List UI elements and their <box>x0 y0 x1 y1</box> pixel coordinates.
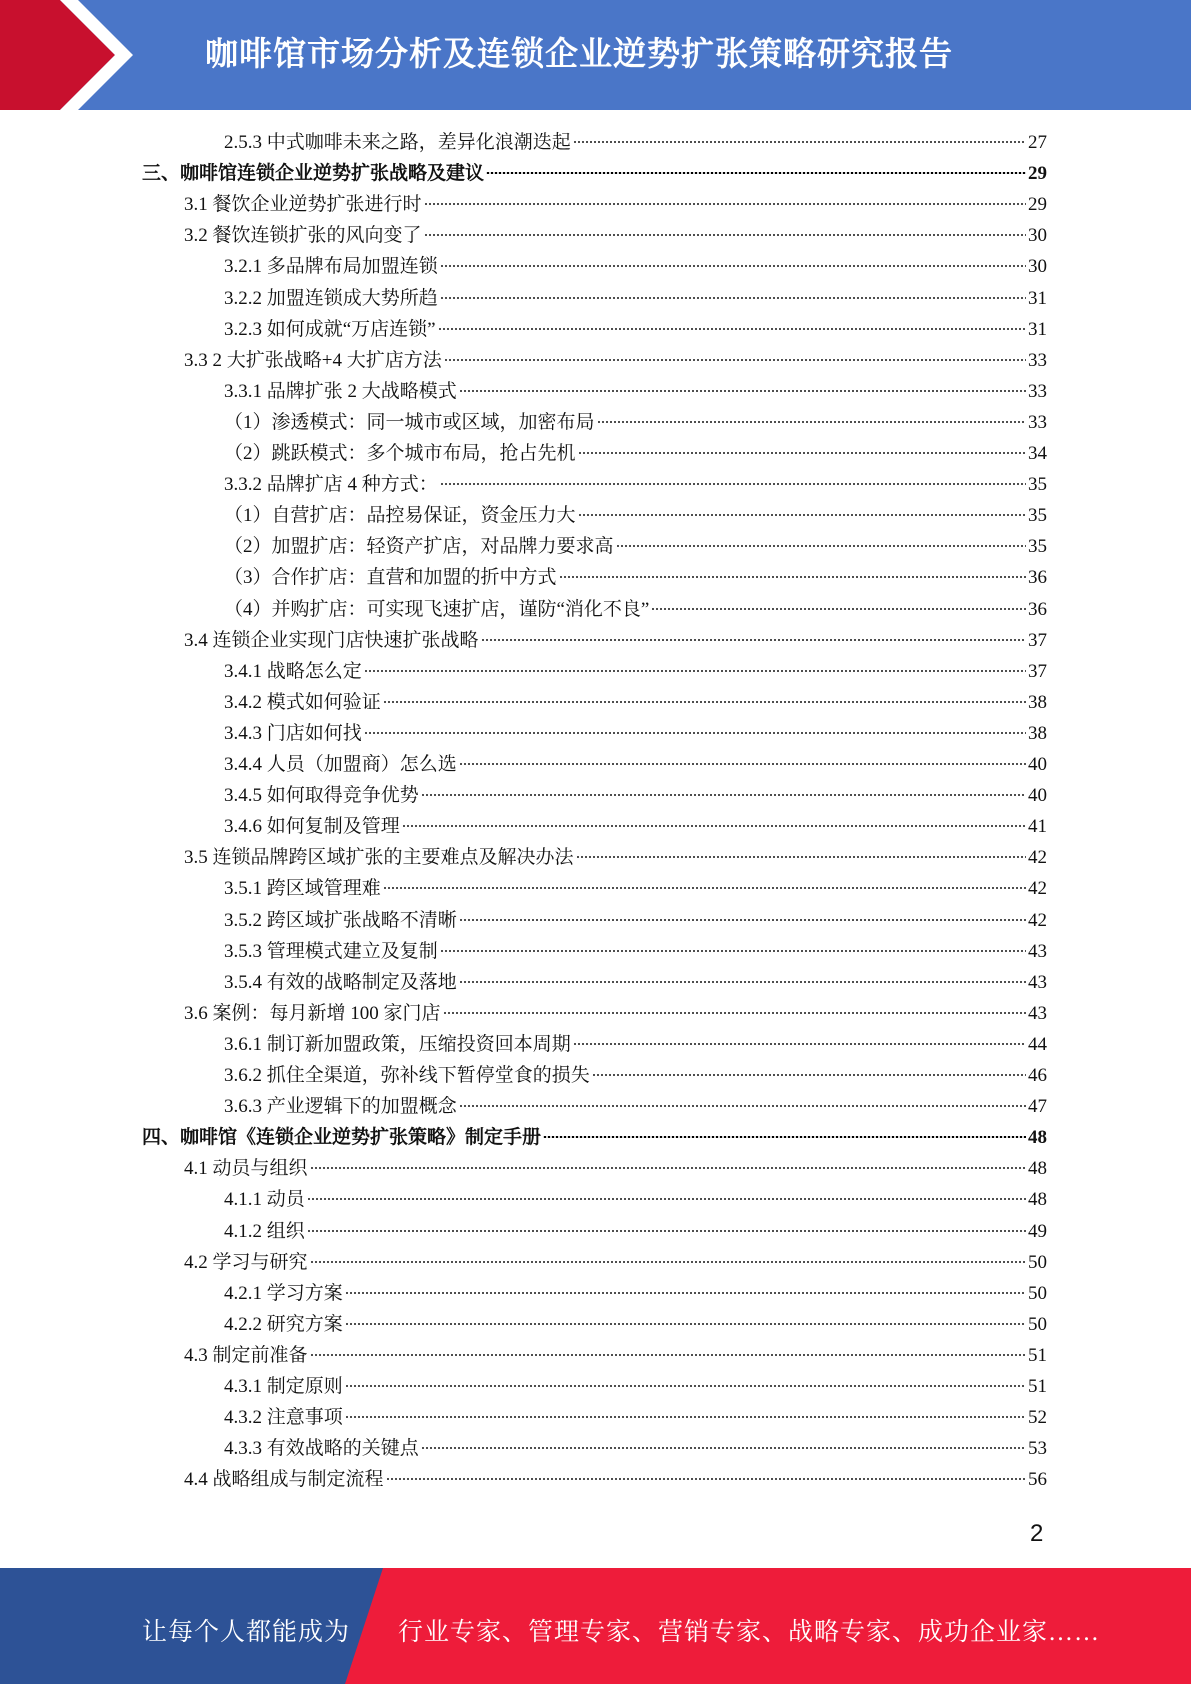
toc-entry-label: （2）加盟扩店：轻资产扩店，对品牌力要求高 <box>224 536 614 557</box>
toc-dot-leader <box>421 794 1026 796</box>
toc-entry[interactable] <box>224 1310 1047 1340</box>
toc-entry[interactable] <box>224 377 1047 407</box>
toc-entry-label: 3.5.4 有效的战略制定及落地 <box>224 972 457 993</box>
toc-entry-label: （4）并购扩店：可实现飞速扩店，谨防“消化不良” <box>224 599 650 620</box>
toc-entry-page: 50 <box>1028 1252 1047 1273</box>
toc-entry[interactable] <box>224 1403 1047 1433</box>
toc-entry[interactable] <box>224 1061 1047 1091</box>
toc-entry-page: 42 <box>1028 847 1047 868</box>
toc-entry-label: 3.6 案例：每月新增 100 家门店 <box>184 1003 441 1024</box>
toc-entry[interactable] <box>224 688 1047 718</box>
toc-dot-leader <box>386 1478 1026 1480</box>
report-title: 咖啡馆市场分析及连锁企业逆势扩张策略研究报告 <box>205 34 953 73</box>
toc-entry-page: 36 <box>1028 567 1047 588</box>
toc-entry-label: 3.1 餐饮企业逆势扩张进行时 <box>184 194 422 215</box>
toc-entry[interactable] <box>184 843 1047 873</box>
toc-dot-leader <box>459 919 1026 921</box>
toc-entry-label: 3.4 连锁企业实现门店快速扩张战略 <box>184 630 479 651</box>
toc-entry[interactable] <box>224 252 1047 282</box>
toc-entry-label: 3.4.2 模式如何验证 <box>224 692 381 713</box>
toc-entry-label: 3.2.1 多品牌布局加盟连锁 <box>224 256 438 277</box>
toc-entry[interactable] <box>224 1372 1047 1402</box>
toc-dot-leader <box>440 950 1026 952</box>
toc-dot-leader <box>559 576 1026 578</box>
toc-entry[interactable] <box>184 1248 1047 1278</box>
toc-dot-leader <box>307 1198 1026 1200</box>
toc-entry[interactable] <box>142 1123 1047 1153</box>
toc-entry-page: 33 <box>1028 412 1047 433</box>
toc-entry-label: 4.2.1 学习方案 <box>224 1283 343 1304</box>
toc-entry-page: 52 <box>1028 1407 1047 1428</box>
toc-entry-page: 31 <box>1028 288 1047 309</box>
toc-dot-leader <box>364 670 1026 672</box>
toc-entry-page: 43 <box>1028 941 1047 962</box>
toc-entry[interactable] <box>184 221 1047 251</box>
toc-entry[interactable] <box>224 1185 1047 1215</box>
toc-entry[interactable] <box>224 501 1047 531</box>
toc-entry-page: 51 <box>1028 1345 1047 1366</box>
toc-entry-page: 44 <box>1028 1034 1047 1055</box>
toc-dot-leader <box>578 514 1026 516</box>
page-footer <box>0 1568 1191 1684</box>
toc-entry[interactable] <box>224 1434 1047 1464</box>
toc-entry-page: 35 <box>1028 536 1047 557</box>
toc-entry-label: （1）自营扩店：品控易保证，资金压力大 <box>224 505 576 526</box>
footer-roles: 行业专家、管理专家、营销专家、战略专家、成功企业家…… <box>398 1619 1101 1646</box>
toc-entry-page: 27 <box>1028 132 1047 153</box>
toc-dot-leader <box>481 639 1026 641</box>
toc-entry-page: 42 <box>1028 878 1047 899</box>
toc-entry[interactable] <box>184 626 1047 656</box>
toc-entry-page: 38 <box>1028 692 1047 713</box>
toc-entry[interactable] <box>224 781 1047 811</box>
toc-entry-label: 3.3 2 大扩张战略+4 大扩店方法 <box>184 350 442 371</box>
toc-entry-label: 4.1.2 组织 <box>224 1221 305 1242</box>
toc-entry-page: 33 <box>1028 381 1047 402</box>
toc-entry[interactable] <box>184 1341 1047 1371</box>
page-header <box>0 0 1191 110</box>
toc-dot-leader <box>440 297 1026 299</box>
toc-entry-label: 4.1 动员与组织 <box>184 1158 308 1179</box>
toc-entry-page: 36 <box>1028 599 1047 620</box>
toc-entry-page: 33 <box>1028 350 1047 371</box>
toc-entry-label: 4.3.3 有效战略的关键点 <box>224 1438 419 1459</box>
toc-dot-leader <box>345 1323 1026 1325</box>
toc-dot-leader <box>307 1230 1026 1232</box>
toc-entry-page: 40 <box>1028 785 1047 806</box>
toc-entry-label: 4.3.1 制定原则 <box>224 1376 343 1397</box>
toc-dot-leader <box>438 328 1026 330</box>
toc-entry-label: 四、咖啡馆《连锁企业逆势扩张策略》制定手册 <box>142 1127 542 1148</box>
toc-entry-page: 48 <box>1028 1189 1047 1210</box>
toc-entry[interactable] <box>224 532 1047 562</box>
toc-dot-leader <box>310 1261 1026 1263</box>
toc-entry-page: 38 <box>1028 723 1047 744</box>
toc-entry-label: 3.6.3 产业逻辑下的加盟概念 <box>224 1096 457 1117</box>
toc-entry[interactable] <box>184 346 1047 376</box>
toc-dot-leader <box>440 265 1026 267</box>
toc-entry-label: 4.4 战略组成与制定流程 <box>184 1469 384 1490</box>
toc-entry-page: 40 <box>1028 754 1047 775</box>
toc-dot-leader <box>459 1105 1026 1107</box>
toc-entry[interactable] <box>224 1092 1047 1122</box>
toc-entry-page: 50 <box>1028 1283 1047 1304</box>
toc-entry-page: 35 <box>1028 474 1047 495</box>
toc-dot-leader <box>383 887 1026 889</box>
toc-entry[interactable] <box>224 937 1047 967</box>
toc-entry-label: 3.5.2 跨区域扩张战略不清晰 <box>224 910 457 931</box>
toc-dot-leader <box>424 203 1026 205</box>
page-number: 2 <box>1030 1520 1044 1547</box>
toc-entry-page: 29 <box>1028 194 1047 215</box>
toc-entry-page: 31 <box>1028 319 1047 340</box>
toc-entry[interactable] <box>224 968 1047 998</box>
toc-entry-page: 29 <box>1028 163 1047 184</box>
toc-entry[interactable] <box>224 595 1047 625</box>
toc-entry-label: 2.5.3 中式咖啡未来之路，差异化浪潮迭起 <box>224 132 571 153</box>
toc-dot-leader <box>651 608 1026 610</box>
toc-dot-leader <box>459 763 1026 765</box>
toc-dot-leader <box>573 1043 1026 1045</box>
toc-entry-label: 3.6.1 制订新加盟政策，压缩投资回本周期 <box>224 1034 571 1055</box>
toc-entry-label: 3.4.5 如何取得竞争优势 <box>224 785 419 806</box>
toc-dot-leader <box>345 1416 1026 1418</box>
toc-dot-leader <box>424 234 1026 236</box>
toc-entry[interactable] <box>224 1279 1047 1309</box>
toc-dot-leader <box>459 981 1026 983</box>
toc-entry[interactable] <box>224 1030 1047 1060</box>
toc-entry[interactable] <box>184 1465 1047 1495</box>
toc-entry[interactable] <box>224 128 1047 158</box>
footer-slogan: 让每个人都能成为 <box>142 1619 351 1646</box>
toc-entry[interactable] <box>184 190 1047 220</box>
toc-entry-label: 3.5 连锁品牌跨区域扩张的主要难点及解决办法 <box>184 847 574 868</box>
toc-entry-label: 4.2 学习与研究 <box>184 1252 308 1273</box>
toc-entry-label: （3）合作扩店：直营和加盟的折中方式 <box>224 567 557 588</box>
toc-dot-leader <box>345 1292 1026 1294</box>
toc-entry[interactable] <box>224 812 1047 842</box>
toc-dot-leader <box>443 1012 1026 1014</box>
chevron-arrow-icon <box>0 0 160 110</box>
toc-entry-label: 3.2.3 如何成就“万店连锁” <box>224 319 436 340</box>
toc-entry-page: 30 <box>1028 225 1047 246</box>
toc-entry-page: 51 <box>1028 1376 1047 1397</box>
toc-dot-leader <box>440 483 1026 485</box>
toc-dot-leader <box>310 1167 1026 1169</box>
toc-entry-label: 3.3.2 品牌扩店 4 种方式： <box>224 474 438 495</box>
toc-dot-leader <box>345 1385 1026 1387</box>
toc-entry-page: 34 <box>1028 443 1047 464</box>
toc-entry-page: 48 <box>1028 1158 1047 1179</box>
toc-entry-page: 46 <box>1028 1065 1047 1086</box>
toc-entry[interactable] <box>224 657 1047 687</box>
toc-entry-page: 37 <box>1028 661 1047 682</box>
toc-entry[interactable] <box>224 750 1047 780</box>
toc-entry[interactable] <box>184 999 1047 1029</box>
toc-entry-label: 3.4.4 人员（加盟商）怎么选 <box>224 754 457 775</box>
toc-entry-page: 35 <box>1028 505 1047 526</box>
toc-entry-label: 3.4.1 战略怎么定 <box>224 661 362 682</box>
toc-entry-page: 43 <box>1028 972 1047 993</box>
toc-entry[interactable] <box>224 470 1047 500</box>
toc-entry-label: 3.3.1 品牌扩张 2 大战略模式 <box>224 381 457 402</box>
toc-dot-leader <box>486 172 1026 174</box>
toc-entry[interactable] <box>224 1217 1047 1247</box>
toc-dot-leader <box>597 421 1026 423</box>
toc-entry[interactable] <box>224 439 1047 469</box>
toc-entry-page: 41 <box>1028 816 1047 837</box>
toc-entry-label: 3.5.3 管理模式建立及复制 <box>224 941 438 962</box>
toc-dot-leader <box>616 545 1026 547</box>
toc-dot-leader <box>310 1354 1026 1356</box>
toc-entry-page: 37 <box>1028 630 1047 651</box>
toc-entry-label: 3.2.2 加盟连锁成大势所趋 <box>224 288 438 309</box>
toc-entry[interactable] <box>224 563 1047 593</box>
toc-entry[interactable] <box>184 1154 1047 1184</box>
toc-entry-page: 49 <box>1028 1221 1047 1242</box>
toc-entry[interactable] <box>224 408 1047 438</box>
toc-entry-label: 3.6.2 抓住全渠道，弥补线下暂停堂食的损失 <box>224 1065 590 1086</box>
toc-entry-label: 3.5.1 跨区域管理难 <box>224 878 381 899</box>
toc-entry-label: 3.4.3 门店如何找 <box>224 723 362 744</box>
toc-entry-page: 48 <box>1028 1127 1047 1148</box>
toc-entry-page: 42 <box>1028 910 1047 931</box>
toc-entry[interactable] <box>224 874 1047 904</box>
toc-dot-leader <box>421 1447 1026 1449</box>
toc-entry-label: 三、咖啡馆连锁企业逆势扩张战略及建议 <box>142 163 485 184</box>
toc-entry-page: 50 <box>1028 1314 1047 1335</box>
toc-dot-leader <box>364 732 1026 734</box>
toc-entry-page: 47 <box>1028 1096 1047 1117</box>
toc-entry-label: 4.3.2 注意事项 <box>224 1407 343 1428</box>
toc-dot-leader <box>543 1136 1026 1138</box>
toc-dot-leader <box>459 390 1026 392</box>
toc-entry[interactable] <box>224 719 1047 749</box>
toc-entry-label: 4.2.2 研究方案 <box>224 1314 343 1335</box>
toc-dot-leader <box>402 825 1026 827</box>
toc-dot-leader <box>573 141 1026 143</box>
toc-entry[interactable] <box>224 315 1047 345</box>
toc-entry-label: 4.1.1 动员 <box>224 1189 305 1210</box>
toc-entry-page: 43 <box>1028 1003 1047 1024</box>
toc-entry-label: 3.4.6 如何复制及管理 <box>224 816 400 837</box>
toc-dot-leader <box>578 452 1026 454</box>
toc-entry[interactable] <box>142 159 1047 189</box>
toc-dot-leader <box>383 701 1026 703</box>
toc-entry-label: （2）跳跃模式：多个城市布局，抢占先机 <box>224 443 576 464</box>
toc-dot-leader <box>576 856 1026 858</box>
toc-entry[interactable] <box>224 906 1047 936</box>
toc-entry-page: 30 <box>1028 256 1047 277</box>
toc-entry-label: （1）渗透模式：同一城市或区域，加密布局 <box>224 412 595 433</box>
toc-dot-leader <box>592 1074 1026 1076</box>
toc-entry-page: 56 <box>1028 1469 1047 1490</box>
toc-dot-leader <box>444 359 1026 361</box>
toc-entry[interactable] <box>224 284 1047 314</box>
toc-entry-label: 4.3 制定前准备 <box>184 1345 308 1366</box>
toc-entry-page: 53 <box>1028 1438 1047 1459</box>
toc-entry-label: 3.2 餐饮连锁扩张的风向变了 <box>184 225 422 246</box>
